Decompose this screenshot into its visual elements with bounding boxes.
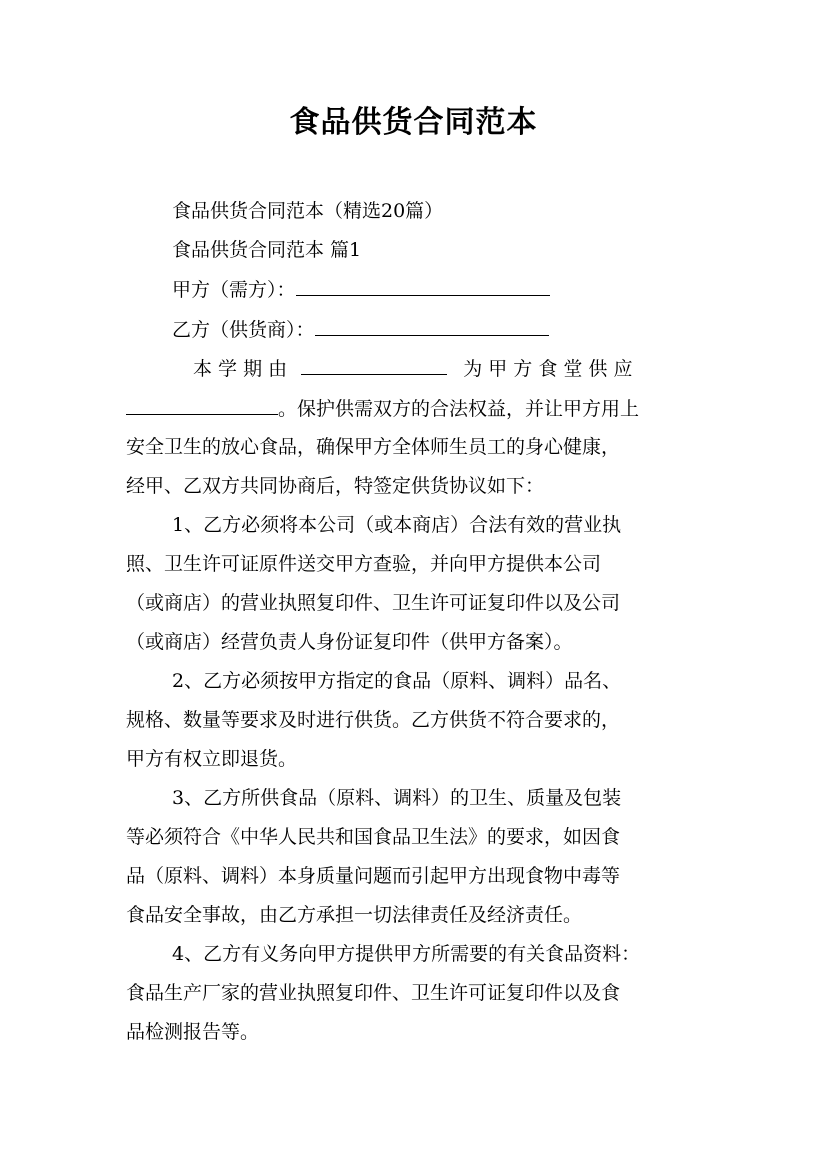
intro-line-2 [126,390,639,427]
document-subtitle: 食品供货合同范本（精选20篇） [172,200,444,222]
clause-2-line-1: 2、乙方必须按甲方指定的食品（原料、调料）品名、 [172,670,622,692]
intro-part-3: 。保护供需双方的合法权益，并让甲方用上 [278,398,640,420]
clause-4-line-3: 品检测报告等。 [126,1021,260,1043]
party-b-line [172,311,549,348]
clause-4-line-1: 4、乙方有义务向甲方提供甲方所需要的有关食品资料： [172,943,641,965]
clause-1-line-1: 1、乙方必须将本公司（或本商店）合法有效的营业执 [172,514,622,536]
clause-3-line-4: 食品安全事故，由乙方承担一切法律责任及经济责任。 [126,904,583,926]
clause-1-line-2: 照、卫生许可证原件送交甲方查验，并向甲方提供本公司 [126,553,602,575]
intro-blank-1 [301,350,447,375]
clause-3-line-1: 3、乙方所供食品（原料、调料）的卫生、质量及包装 [172,787,622,809]
intro-line-4: 经甲、乙双方共同协商后，特签定供货协议如下： [126,475,545,497]
clause-4-line-2: 食品生产厂家的营业执照复印件、卫生许可证复印件以及食 [126,982,621,1004]
party-b-label: 乙方（供货商）： [172,319,315,341]
party-a-label: 甲方（需方）： [172,279,296,301]
party-a-blank [296,271,550,296]
intro-part-2: 为 甲 方 食 堂 供 应 [463,358,633,380]
intro-blank-2 [126,390,278,415]
clause-3-line-3: 品（原料、调料）本身质量问题而引起甲方出现食物中毒等 [126,865,621,887]
party-a-line [172,271,550,308]
clause-3-line-2: 等必须符合《中华人民共和国食品卫生法》的要求，如因食 [126,826,621,848]
party-b-blank [315,311,549,336]
clause-1-line-4: （或商店）经营负责人身份证复印件（供甲方备案）。 [126,631,573,653]
intro-line-1 [193,350,632,387]
section-heading: 食品供货合同范本 篇1 [172,239,362,261]
intro-line-3: 安全卫生的放心食品，确保甲方全体师生员工的身心健康， [126,436,621,458]
document-title: 食品供货合同范本 [289,105,538,140]
clause-1-line-3: （或商店）的营业执照复印件、卫生许可证复印件以及公司 [126,592,621,614]
intro-part-1: 本 学 期 由 [193,358,288,380]
clause-2-line-2: 规格、数量等要求及时进行供货。乙方供货不符合要求的， [126,709,621,731]
clause-2-line-3: 甲方有权立即退货。 [126,748,298,770]
